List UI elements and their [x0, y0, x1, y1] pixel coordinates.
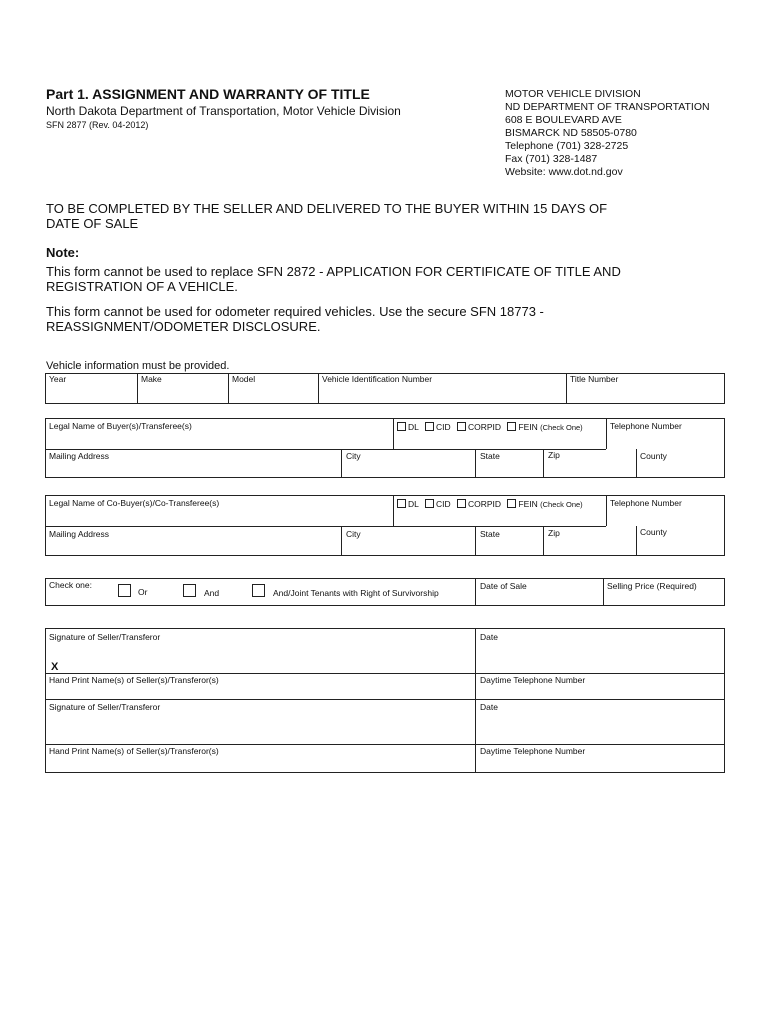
cid-checkbox[interactable]: [425, 422, 434, 431]
fein-checkbox[interactable]: [507, 499, 516, 508]
fein-label: FEIN: [518, 422, 538, 432]
seller-print-name-2-field[interactable]: Hand Print Name(s) of Seller(s)/Transferor(s): [49, 746, 219, 756]
form-number: SFN 2877 (Rev. 04-2012): [46, 120, 149, 130]
cid-label: CID: [435, 422, 451, 432]
note-2: [46, 304, 686, 334]
address-line: 608 E BOULEVARD AVE: [505, 114, 622, 126]
buyer-mailing-address-field[interactable]: Mailing Address: [49, 451, 110, 461]
seller-date-1-field[interactable]: Date: [480, 632, 498, 642]
buyer-zip-field[interactable]: Zip: [548, 450, 560, 460]
corpid-checkbox[interactable]: [457, 499, 466, 508]
dl-label: DL: [408, 422, 419, 432]
title-number-field[interactable]: Title Number: [570, 374, 619, 384]
and-checkbox[interactable]: [183, 584, 196, 602]
corpid-label: CORPID: [467, 422, 502, 432]
seller-daytime-phone-1-field[interactable]: Daytime Telephone Number: [480, 675, 586, 685]
make-field[interactable]: Make: [141, 374, 162, 384]
note-line: This form cannot be used for odometer required vehicles. Use the secure SFN 18773 -: [46, 304, 544, 319]
cobuyer-mailing-address-field[interactable]: Mailing Address: [49, 529, 110, 539]
address-line: ND DEPARTMENT OF TRANSPORTATION: [505, 101, 710, 113]
corpid-label: CORPID: [467, 499, 502, 509]
address-line: Telephone (701) 328-2725: [505, 140, 629, 152]
seller-date-2-field[interactable]: Date: [480, 702, 498, 712]
buyer-id-type-group: [397, 422, 583, 432]
seller-signature-2-field[interactable]: Signature of Seller/Transferor: [49, 702, 161, 712]
address-line: MOTOR VEHICLE DIVISION: [505, 88, 641, 100]
fein-label: FEIN: [518, 499, 538, 509]
selling-price-field[interactable]: Selling Price (Required): [607, 581, 697, 591]
cobuyer-county-field[interactable]: County: [640, 527, 667, 537]
fein-checkbox[interactable]: [507, 422, 516, 431]
corpid-checkbox[interactable]: [457, 422, 466, 431]
signature-x-mark: X: [51, 661, 59, 673]
cobuyer-state-field[interactable]: State: [480, 529, 500, 539]
completion-instruction: [46, 201, 686, 231]
note-line: REGISTRATION OF A VEHICLE.: [46, 279, 238, 294]
mailing-address-block: [505, 88, 710, 179]
instruction-line: TO BE COMPLETED BY THE SELLER AND DELIVERED TO THE BUYER WITHIN 15 DAYS OF: [46, 201, 608, 216]
note-1: [46, 264, 686, 294]
cobuyer-zip-field[interactable]: Zip: [548, 528, 560, 538]
cid-label: CID: [435, 499, 451, 509]
joint-tenants-checkbox[interactable]: [252, 584, 265, 602]
buyer-city-field[interactable]: City: [346, 451, 361, 461]
department-subtitle: North Dakota Department of Transportation, Motor Vehicle Division: [46, 104, 401, 118]
date-of-sale-field[interactable]: Date of Sale: [480, 581, 527, 591]
vin-field[interactable]: Vehicle Identification Number: [322, 374, 433, 384]
dl-checkbox[interactable]: [397, 422, 406, 431]
dl-checkbox[interactable]: [397, 499, 406, 508]
buyer-telephone-field[interactable]: Telephone Number: [610, 421, 682, 431]
joint-tenants-label: And/Joint Tenants with Right of Survivorship: [273, 588, 439, 598]
seller-signature-1-field[interactable]: Signature of Seller/Transferor: [49, 632, 161, 642]
buyer-state-field[interactable]: State: [480, 451, 500, 461]
instruction-line: DATE OF SALE: [46, 216, 139, 231]
vehicle-caption: Vehicle information must be provided.: [46, 360, 230, 372]
and-label: And: [204, 588, 220, 598]
form-title: Part 1. ASSIGNMENT AND WARRANTY OF TITLE: [46, 86, 370, 102]
check-one-hint: (Check One): [540, 423, 583, 432]
seller-daytime-phone-2-field[interactable]: Daytime Telephone Number: [480, 746, 586, 756]
address-line: Website: www.dot.nd.gov: [505, 166, 623, 178]
buyer-legal-name-field[interactable]: Legal Name of Buyer(s)/Transferee(s): [49, 421, 192, 431]
cobuyer-legal-name-field[interactable]: Legal Name of Co-Buyer(s)/Co-Transferee(s): [49, 498, 220, 508]
cobuyer-telephone-field[interactable]: Telephone Number: [610, 498, 682, 508]
check-one-hint: (Check One): [540, 500, 583, 509]
note-line: REASSIGNMENT/ODOMETER DISCLOSURE.: [46, 319, 321, 334]
dl-label: DL: [408, 499, 419, 509]
year-field[interactable]: Year: [49, 374, 67, 384]
address-line: BISMARCK ND 58505-0780: [505, 127, 637, 139]
or-label: Or: [138, 587, 148, 597]
cobuyer-id-type-group: [397, 499, 583, 509]
note-line: This form cannot be used to replace SFN 2872 - APPLICATION FOR CERTIFICATE OF TITLE AND: [46, 264, 621, 279]
address-line: Fax (701) 328-1487: [505, 153, 598, 165]
check-one-label: Check one:: [49, 580, 92, 590]
note-label: Note:: [46, 245, 80, 260]
or-checkbox[interactable]: [118, 584, 131, 602]
cobuyer-city-field[interactable]: City: [346, 529, 361, 539]
seller-print-name-1-field[interactable]: Hand Print Name(s) of Seller(s)/Transferor(s): [49, 675, 219, 685]
cid-checkbox[interactable]: [425, 499, 434, 508]
buyer-county-field[interactable]: County: [640, 451, 667, 461]
model-field[interactable]: Model: [232, 374, 256, 384]
